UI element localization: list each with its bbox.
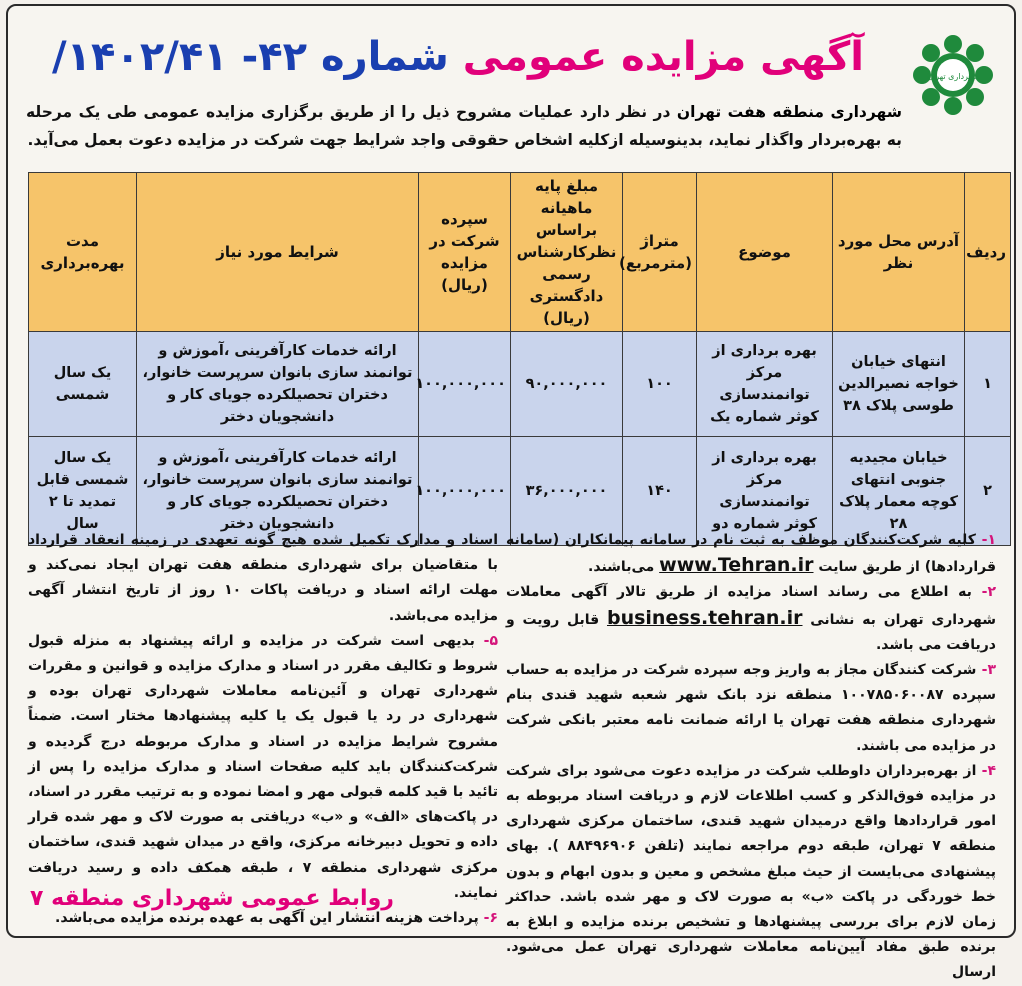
auction-table [28, 172, 1011, 546]
advertisement-page [6, 4, 1016, 981]
note-4-continued: اسناد و مدارک تکمیل شده هیچ گونه تعهدی در زمینه انعقاد قرارداد با متقاضیان برای شهرداری منطقه هفت تهران ایجاد نمی‌کند و مهلت ارائه اسناد و دریافت پاکات ۱۰ روز از تاریخ انتشار آگهی مزایده می‌باشد. [28, 532, 498, 624]
tehran-site-link[interactable]: www.Tehran.ir [659, 554, 814, 577]
note-text: کلیه شرکت‌کنندگان موظف به ثبت نام در سامانه پیمانکاران (سامانه قراردادها) از طریق سایت [506, 532, 996, 576]
intro-text: در نظر دارد عملیات مشروح ذیل را از طریق برگزاری مزایده عمومی طی یک مرحله به بهره‌بردار واگذار نماید، بدینوسیله ازکلیه اشخاص حقوقی واجد شرایط جهت شرکت در مزایده دعوت بعمل می‌آید. [26, 103, 902, 149]
note-number: ۱- [981, 532, 996, 548]
cell-subject: بهره برداری از مرکز توانمندسازی کوثر شماره دو [697, 437, 833, 546]
note-number: ۳- [981, 662, 996, 679]
title-part2: شماره ۴۲- ۱۴۰۲/۴۱/ [52, 34, 449, 80]
col-header-base-price: مبلغ پایه ماهیانه براساس نظرکارشناس رسمی دادگستری (ریال) [511, 173, 623, 332]
cell-duration: یک سال شمسی [29, 332, 137, 437]
note-number: ۵- [483, 632, 498, 649]
note-1 [506, 528, 996, 580]
cell-row-number: ۱ [965, 332, 1011, 437]
note-text: می‌باشند. [588, 559, 660, 576]
cell-duration: یک سال شمسی قابل تمدید تا ۲ سال [29, 437, 137, 546]
note-text: قابل رویت و دریافت می باشد. [506, 611, 996, 653]
note-text: بدیهی است شرکت در مزایده و ارائه پیشنهاد به منزله قبول شروط و تکالیف مقرر در اسناد و مدارک مزایده و قوانین و مقررات شهرداری تهران و آئین‌نامه معاملات شهرداری تهران بوده و شهرداری در رد یا قبول یک یا کلیه پیشنهادها مختار است. ضمناً مشروح شرایط مزایده در اسناد و مدارک مربوطه درج گردیده و شرکت‌کنندگان باید کلیه صفحات اسناد و مدارک مزایده را پس از تائید با قید کلمه قبولی مهر و امضا نموده و به ترتیب مقرر در اسناد، در پاکت‌های «الف» و «ب» دریافتی به صورت لاک و مهر شده قرار داده و تحویل دبیرخانه مرکزی، واقع در میدان شهید قندی، ساختمان مرکزی شهرداری منطقه ۷ ، طبقه همکف داده و رسید دریافت نمایند. [28, 632, 498, 901]
table-header-row [29, 173, 1011, 332]
col-header-subject: موضوع [697, 173, 833, 332]
cell-conditions: ارائه خدمات کارآفرینی ،آموزش و توانمند سازی بانوان سرپرست خانوار، دختران تحصیلکرده جویای کار و دانشجویان دختر [137, 437, 419, 546]
note-text: شرکت کنندگان مجاز به واریز وجه سپرده شرکت در مزایده به حساب سپرده ۱۰۰۷۸۵۰۶۰۰۸۷ منطقه نزد بانک شهر شعبه شهید قندی بنام شهرداری منطقه هفت تهران یا ارائه ضمانت نامه معتبر بانکی شرکت در مزایده می باشند. [506, 662, 997, 754]
svg-text:شهرداری تهران: شهرداری تهران [927, 72, 979, 81]
cell-address: خیابان مجیدیه جنوبی انتهای کوچه معمار پلاک ۲۸ [833, 437, 965, 546]
cell-base-price: ۹۰,۰۰۰,۰۰۰ [511, 332, 623, 437]
notes-column-left [28, 528, 498, 931]
notes-column-right [506, 528, 996, 986]
note-number: ۲- [981, 584, 996, 601]
title-part1: آگهی مزایده عمومی [462, 34, 864, 80]
note-number: ۶- [483, 910, 498, 927]
cell-area: ۱۴۰ [623, 437, 697, 546]
note-number: ۴- [981, 762, 996, 779]
cell-area: ۱۰۰ [623, 332, 697, 437]
note-text: پرداخت هزینه انتشار این آگهی به عهده برنده مزایده می‌باشد. [55, 910, 484, 927]
cell-base-price: ۳۶,۰۰۰,۰۰۰ [511, 437, 623, 546]
cell-deposit: ۱۰۰,۰۰۰,۰۰۰ [419, 332, 511, 437]
cell-subject: بهره برداری از مرکز توانمندسازی کوثر شماره یک [697, 332, 833, 437]
col-header-area: متراژ (مترمربع) [623, 173, 697, 332]
intro-paragraph [26, 98, 902, 154]
tehran-municipality-logo [910, 32, 996, 118]
note-3 [506, 658, 996, 759]
col-header-conditions: شرایط مورد نیاز [137, 173, 419, 332]
note-2 [506, 580, 996, 658]
table-row [29, 332, 1011, 437]
col-header-address: آدرس محل مورد نظر [833, 173, 965, 332]
note-5 [28, 629, 498, 906]
page-title [52, 24, 864, 90]
col-header-row-number: ردیف [965, 173, 1011, 332]
note-text: از بهره‌برداران داوطلب شرکت در مزایده دعوت می‌شود برای شرکت در مزایده فوق‌الذکر و کسب اطلاعات لازم و دریافت اسناد مربوطه به امور قراردادها واقع درمیدان شهید قندی، ساختمان مرکزی شهرداری منطقه ۷ تهران، طبقه دوم مراجعه نمایند (تلفن ۸۸۴۹۶۹۰۶ ). بهای پیشنهادی می‌بایست از حیث مبلغ مشخص و معین و بدون ابهام و بدون خط خوردگی در پاکت «ب» به صورت لاک و مهر شده باشد. حداکثر زمان لازم برای بررسی پیشنهادها و تشخیص برنده مزایده و ابلاغ به برنده طبق مفاد آیین‌نامه معاملات شهرداری تهران عمل می‌شود. ارسال [506, 762, 996, 981]
business-site-link[interactable]: business.tehran.ir [606, 606, 803, 629]
cell-deposit: ۱۰۰,۰۰۰,۰۰۰ [419, 437, 511, 546]
intro-org: شهرداری منطقه هفت تهران [676, 103, 902, 121]
note-4 [506, 759, 996, 986]
cell-row-number: ۲ [965, 437, 1011, 546]
cell-conditions: ارائه خدمات کارآفرینی ،آموزش و توانمند سازی بانوان سرپرست خانوار، دختران تحصیلکرده جویای کار و دانشجویان دختر [137, 332, 419, 437]
public-relations-footer: روابط عمومی شهرداری منطقه ۷ [30, 886, 394, 911]
note-text: به اطلاع می رساند اسناد مزایده از طریق تالار آگهی معاملات شهرداری تهران به نشانی [506, 584, 996, 628]
col-header-deposit: سپرده شرکت در مزایده (ریال) [419, 173, 511, 332]
col-header-duration: مدت بهره‌برداری [29, 173, 137, 332]
cell-address: انتهای خیابان خواجه نصیرالدین طوسی پلاک ۳۸ [833, 332, 965, 437]
